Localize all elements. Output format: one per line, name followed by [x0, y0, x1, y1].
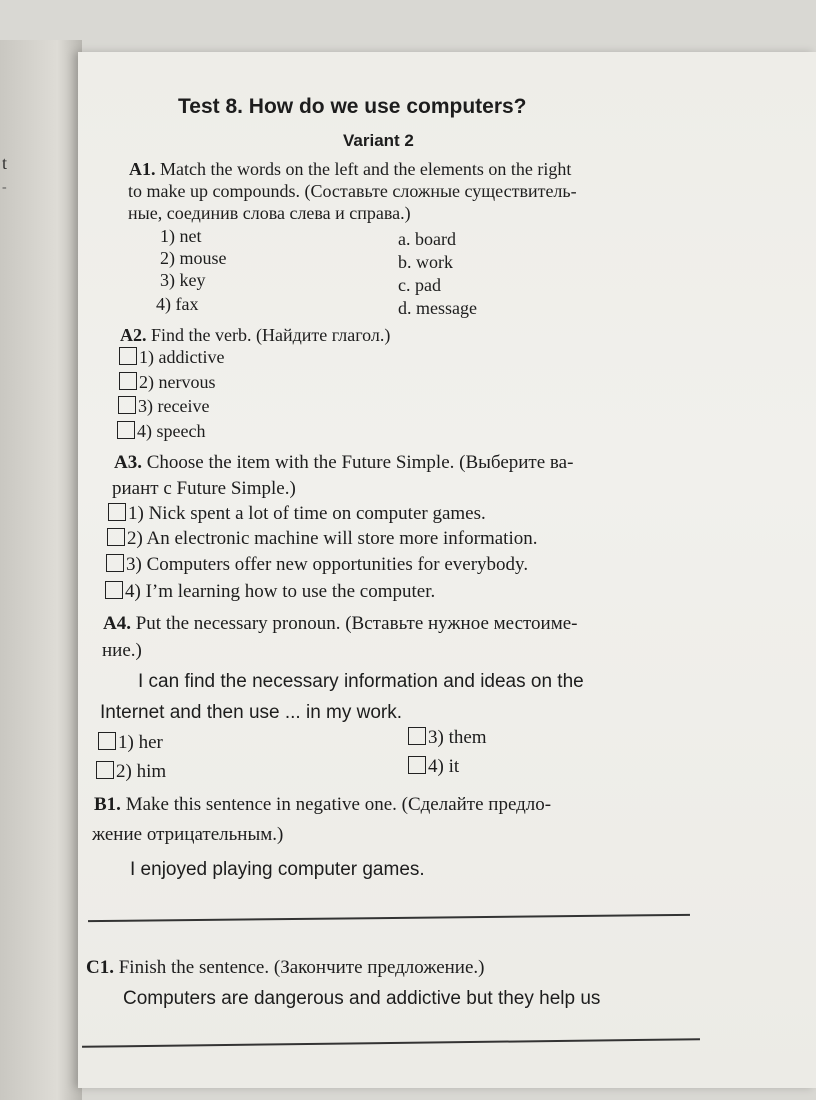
checkbox[interactable]: [408, 727, 426, 745]
a1-right-item-c: c. pad: [398, 275, 441, 295]
a2-label: A2.: [120, 325, 147, 345]
a2-text: Find the verb. (Найдите глагол.): [151, 325, 391, 345]
c1-answer-line[interactable]: [82, 1038, 700, 1047]
b1-sentence: I enjoyed playing computer games.: [130, 859, 425, 880]
checkbox[interactable]: [98, 732, 116, 750]
checkbox[interactable]: [106, 554, 124, 572]
left-page-text-fragment: t: [2, 153, 8, 173]
a4-option-4-label: 4) it: [428, 756, 460, 777]
checkbox[interactable]: [105, 581, 123, 599]
page-title: Test 8. How do we use computers?: [178, 95, 527, 118]
a3-option-3[interactable]: [106, 554, 528, 576]
a2-option-2[interactable]: [119, 372, 215, 393]
a1-question-line-1: [129, 159, 571, 180]
a1-right-item-d: d. message: [398, 298, 477, 318]
checkbox[interactable]: [96, 761, 114, 779]
a3-option-3-label: 3) Computers offer new opportunities for everybody.: [126, 554, 529, 575]
b1-text-1: Make this sentence in negative one. (Сделайте предло-: [125, 794, 552, 815]
left-page-edge: [0, 40, 82, 1100]
b1-answer-line[interactable]: [88, 914, 690, 922]
a1-label: A1.: [129, 159, 156, 179]
a2-option-3[interactable]: [118, 396, 209, 417]
a2-option-3-label: 3) receive: [138, 396, 210, 416]
checkbox[interactable]: [117, 421, 135, 439]
a4-option-1-label: 1) her: [118, 732, 163, 753]
a1-left-item-4: 4) fax: [156, 294, 199, 314]
a1-right-item-b: b. work: [398, 252, 453, 272]
checkbox[interactable]: [107, 528, 125, 546]
checkbox[interactable]: [108, 503, 126, 521]
a1-text-1: Match the words on the left and the elements on the right: [160, 159, 572, 179]
b1-question-line-2: жение отрицательным.): [92, 824, 284, 845]
a3-option-1-label: 1) Nick spent a lot of time on computer games.: [128, 503, 486, 524]
c1-label: C1.: [86, 957, 114, 978]
test-page: [78, 52, 816, 1088]
a4-option-3-label: 3) them: [428, 727, 487, 748]
checkbox[interactable]: [118, 396, 136, 414]
a3-option-1[interactable]: [108, 503, 486, 525]
a4-text-1: Put the necessary pronoun. (Вставьте нужное местоиме-: [135, 613, 578, 634]
a4-sentence-line-1: I can find the necessary information and ideas on the: [138, 671, 584, 692]
a1-right-item-a: a. board: [398, 229, 456, 249]
a3-option-4-label: 4) I’m learning how to use the computer.: [125, 581, 436, 602]
a3-text-1: Choose the item with the Future Simple. (Выберите ва-: [146, 452, 574, 473]
a2-option-4-label: 4) speech: [137, 421, 206, 441]
checkbox[interactable]: [408, 756, 426, 774]
a2-option-4[interactable]: [117, 421, 205, 442]
left-page-dash-fragment: -: [2, 180, 7, 195]
a1-left-item-1: 1) net: [160, 226, 202, 246]
a3-question-line-1: [114, 452, 573, 474]
a1-question-line-3: ные, соединив слова слева и справа.): [128, 203, 411, 223]
a1-question-line-2: to make up compounds. (Составьте сложные существитель-: [128, 181, 577, 201]
a4-label: A4.: [103, 613, 131, 634]
a1-left-item-2: 2) mouse: [160, 248, 227, 268]
a4-question-line-2: ние.): [102, 640, 142, 661]
b1-label: B1.: [94, 794, 121, 815]
a3-question-line-2: риант с Future Simple.): [112, 478, 296, 499]
checkbox[interactable]: [119, 372, 137, 390]
a4-option-2-label: 2) him: [116, 761, 167, 782]
a3-option-4[interactable]: [105, 581, 435, 603]
a4-sentence-line-2: Internet and then use ... in my work.: [100, 702, 403, 723]
a4-option-3[interactable]: [408, 727, 487, 749]
a3-option-2-label: 2) An electronic machine will store more information.: [127, 528, 538, 549]
a2-question: [120, 325, 390, 346]
a4-option-2[interactable]: [96, 761, 166, 783]
checkbox[interactable]: [119, 347, 137, 365]
a1-left-item-3: 3) key: [160, 270, 206, 290]
variant-label: Variant 2: [343, 131, 414, 150]
a2-option-1[interactable]: [119, 347, 224, 368]
c1-sentence: Computers are dangerous and addictive but they help us: [123, 988, 601, 1009]
a3-label: A3.: [114, 452, 142, 473]
c1-question: [86, 957, 484, 979]
a2-option-1-label: 1) addictive: [139, 347, 225, 367]
c1-text: Finish the sentence. (Закончите предложение.): [118, 957, 485, 978]
a4-question-line-1: [103, 613, 578, 635]
a4-option-4[interactable]: [408, 756, 459, 778]
a3-option-2[interactable]: [107, 528, 538, 550]
a2-option-2-label: 2) nervous: [139, 372, 216, 392]
a4-option-1[interactable]: [98, 732, 163, 754]
b1-question-line-1: [94, 794, 551, 816]
